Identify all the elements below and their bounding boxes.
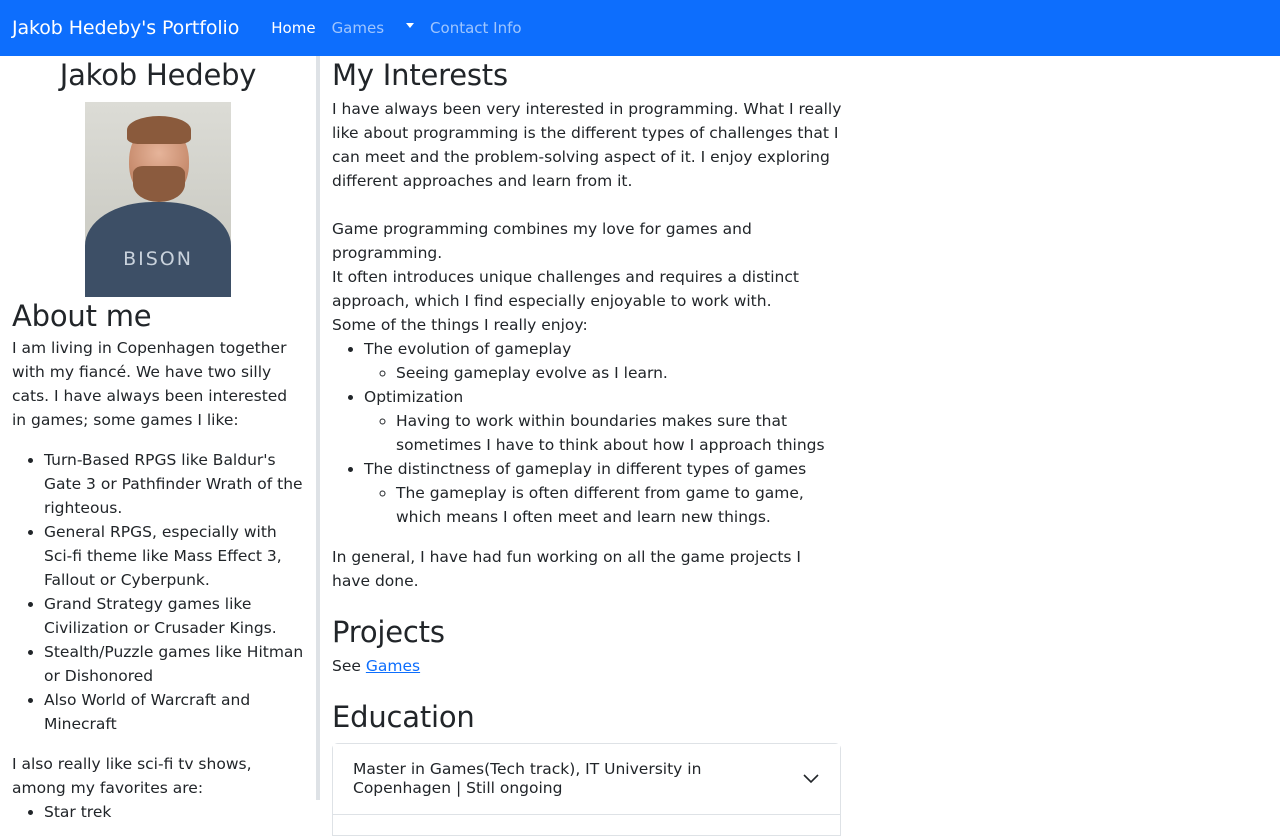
enjoy-item-label: Optimization [364,388,464,406]
list-item: • Grand Strategy games like Civilization or Crusader Kings. [44,592,304,640]
list-item: • General RPGS, especially with Sci-fi theme like Mass Effect 3, Fallout or Cyberpunk. [44,520,304,592]
nav-link-home[interactable]: Home [271,19,316,37]
accordion-next-item[interactable] [333,815,840,835]
photo-shirt-text: BISON [123,248,193,270]
nav-links [263,16,529,40]
list-item: • Turn-Based RPGS like Baldur's Gate 3 or Pathfinder Wrath of the righteous. [44,448,304,520]
tv-shows-list [12,800,304,824]
list-item [364,337,842,385]
tv-shows-text: I also really like sci-fi tv shows, among my favorites are: [12,755,252,797]
enjoy-list [332,337,842,529]
list-item [364,385,842,457]
about-me-heading: About me [12,299,152,333]
game-programming-line: Game programming combines my love for games and programming. [332,220,752,262]
education-accordion [332,743,841,836]
list-item: • Also World of Warcraft and Minecraft [44,688,304,736]
enjoy-item-label: The evolution of gameplay [364,340,572,358]
chevron-down-icon [802,770,820,788]
nav-link-games[interactable]: Games [331,19,385,37]
general-text: In general, I have had fun working on all the game projects I have done. [332,548,801,590]
game-programming-line: It often introduces unique challenges and requires a distinct approach, which I find especially enjoyable to work with. [332,268,799,310]
list-item: • Stealth/Puzzle games like Hitman or Dishonored [44,640,304,688]
see-label: See [332,657,361,675]
games-dropdown-caret-icon[interactable] [406,23,414,28]
game-programming-paragraph [332,217,842,337]
game-programming-line: Some of the things I really enjoy: [332,316,588,334]
profile-photo [85,102,231,297]
main-content [332,56,842,800]
nav-link-contact-info[interactable]: Contact Info [430,19,522,37]
enjoy-item-label: The distinctness of gameplay in different types of games [364,460,807,478]
profile-name: Jakob Hedeby [59,58,257,92]
list-item: • Star trek [44,800,304,824]
list-item [364,457,842,529]
navbar-brand[interactable]: Jakob Hedeby's Portfolio [12,17,240,39]
list-item: ◦ Seeing gameplay evolve as I learn. [396,361,842,385]
list-item: ◦ The gameplay is often different from game to game, which means I often meet and learn new things. [396,481,842,529]
interests-paragraph: I have always been very interested in programming. What I really like about programming is the different types of challenges that I can meet and the problem-solving aspect of it. I enjoy exploring different approaches and learn from it. [332,100,842,190]
education-heading: Education [332,700,475,734]
education-item-title: Master in Games(Tech track), IT University in Copenhagen | Still ongoing [353,760,702,797]
my-interests-heading: My Interests [332,58,508,92]
favorite-games-list [12,448,304,736]
education-accordion-button[interactable] [333,744,840,815]
projects-heading: Projects [332,615,445,649]
column-divider [316,56,320,800]
top-navbar [0,0,1280,56]
about-me-text: I am living in Copenhagen together with my fiancé. We have two silly cats. I have always been interested in games; some games I like: [12,339,288,429]
profile-sidebar [0,56,316,821]
games-link[interactable]: Games [365,657,421,675]
projects-see-text [332,654,842,678]
list-item: ◦ Having to work within boundaries makes sure that sometimes I have to think about how I approach things [396,409,842,457]
